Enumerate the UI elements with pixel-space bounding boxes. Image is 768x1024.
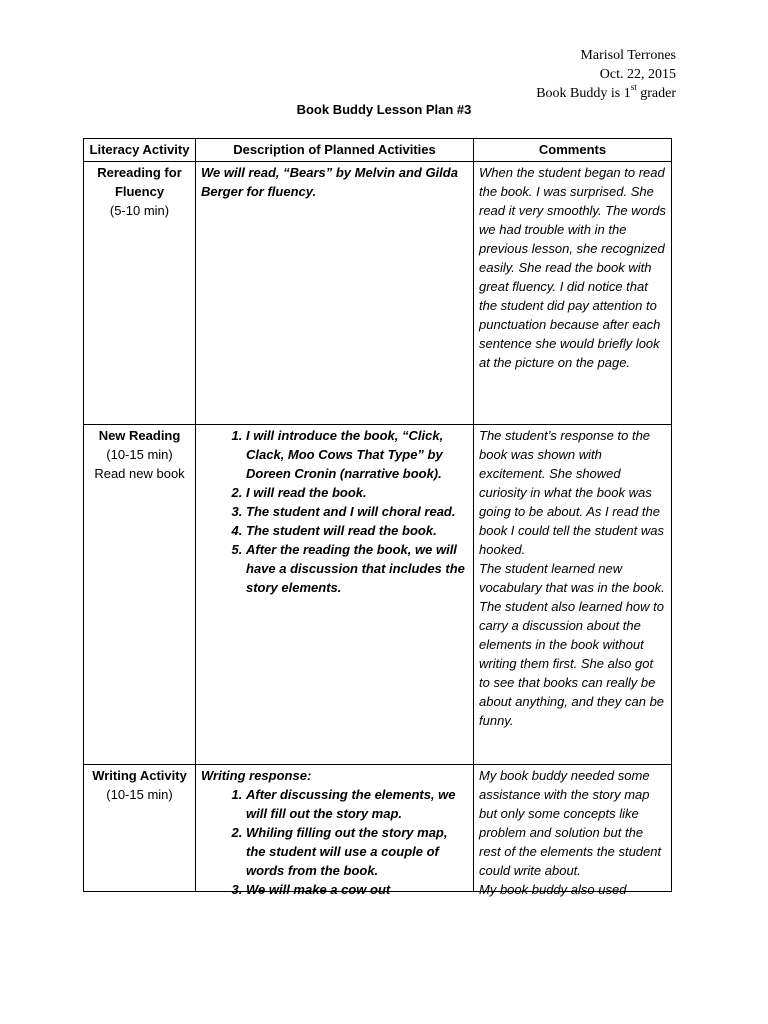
activity-name: New Reading — [98, 428, 181, 443]
document-header — [536, 46, 676, 103]
page-title: Book Buddy Lesson Plan #3 — [296, 102, 472, 117]
column-header-description: Description of Planned Activities — [196, 139, 474, 162]
description-lead: Writing response: — [201, 768, 312, 783]
description-cell — [196, 765, 474, 897]
description-text: We will read, “Bears” by Melvin and Gilda Berger for fluency. — [201, 165, 458, 199]
list-item: 4. The student will read the book. — [246, 521, 468, 540]
table-row — [84, 765, 672, 892]
comments-text: My book buddy also used — [479, 882, 627, 897]
table-header-row — [84, 139, 672, 162]
document-date: Oct. 22, 2015 — [599, 67, 676, 82]
description-cell — [196, 162, 474, 425]
comments-cell — [474, 162, 672, 425]
activity-cell — [84, 162, 196, 425]
activity-time: (10-15 min) — [106, 447, 173, 462]
comments-text: The student learned new vocabulary that was in the book. The student also learned how to carry a discussion about the elements in the book without writing them first. She also got to see that books can really be about anything, and they can be funny. — [479, 561, 665, 728]
list-item: 3. The student and I will choral read. — [246, 502, 468, 521]
activity-steps — [201, 785, 468, 899]
activity-steps — [201, 426, 468, 597]
activity-note: Read new book — [94, 466, 185, 481]
grade-line: Book Buddy is 1st grader — [536, 82, 676, 101]
list-item: 1. I will introduce the book, “Click, Clack, Moo Cows That Type” by Doreen Cronin (narrative book). — [246, 426, 468, 483]
activity-time: (10-15 min) — [106, 787, 173, 802]
activity-name: Writing Activity — [92, 768, 187, 783]
comments-cell — [474, 425, 672, 765]
comments-text: My book buddy needed some assistance with the story map but only some concepts like problem and solution but the rest of the elements the student could write about. — [479, 768, 662, 878]
list-item: 3. We will make a cow out — [246, 880, 468, 899]
comments-cell — [474, 765, 672, 897]
list-item: 1. After discussing the elements, we will fill out the story map. — [246, 785, 468, 823]
column-header-comments: Comments — [474, 139, 672, 162]
lesson-plan-table — [83, 138, 672, 897]
table-row — [84, 162, 672, 425]
author-name: Marisol Terrones — [580, 48, 676, 63]
table-row — [84, 425, 672, 765]
activity-name: Rereading for Fluency — [97, 165, 182, 199]
activity-time: (5-10 min) — [109, 203, 170, 218]
list-item: 5. After the reading the book, we will have a discussion that includes the story elements. — [246, 540, 468, 597]
comments-text: The student’s response to the book was shown with excitement. She showed curiosity in what the book was going to be about. As I read the book I could tell the student was hooked. — [479, 428, 665, 557]
activity-cell — [84, 425, 196, 765]
list-item: 2. I will read the book. — [246, 483, 468, 502]
column-header-literacy: Literacy Activity — [84, 139, 196, 162]
comments-text: When the student began to read the book. I was surprised. She read it very smoothly. The words we had trouble with in the previous lesson, she recognized easily. She read the book with great fluency. I did notice that the student did pay attention to punctuation because after each sentence she would briefly look at the picture on the page. — [479, 165, 666, 370]
description-cell — [196, 425, 474, 765]
activity-cell — [84, 765, 196, 892]
list-item: 2. Whiling filling out the story map, the student will use a couple of words from the book. — [246, 823, 468, 880]
